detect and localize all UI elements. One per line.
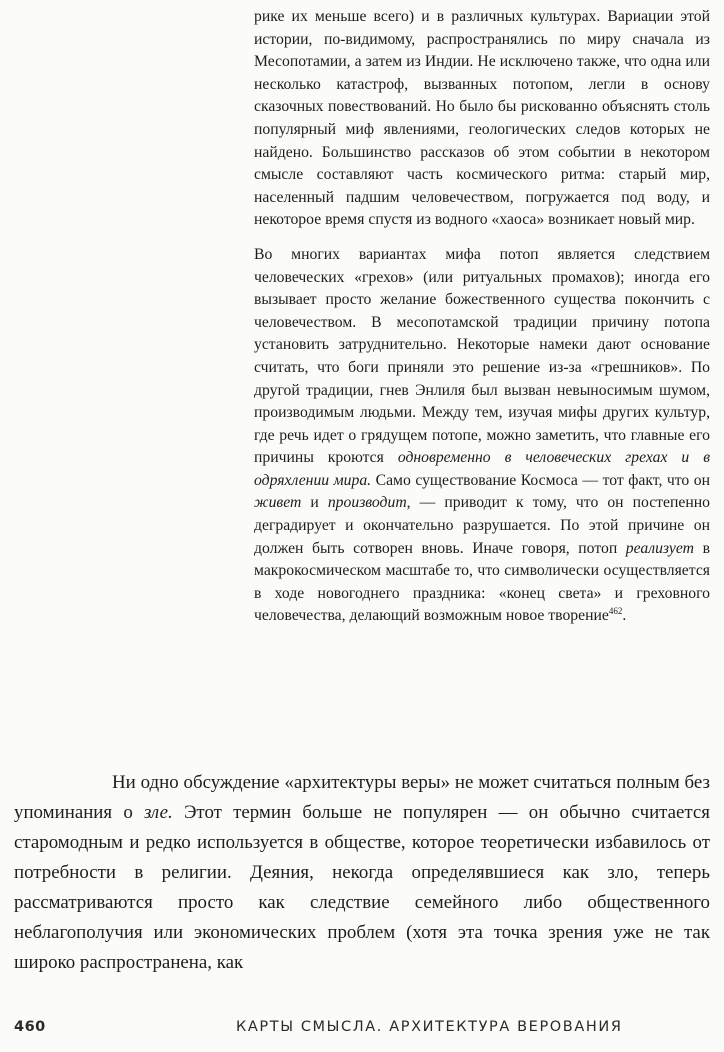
- quote-text: Само существование Космоса — тот факт, что он: [371, 471, 711, 489]
- emphasis-text: одновременно в человеческих грехах и в одряхлении мира.: [254, 449, 711, 489]
- block-quote: [254, 6, 710, 628]
- quote-text: , — приводит к тому, что он постепенно деградирует и окончательно разрушается. По этой причине он должен быть сотворен вновь. Иначе говоря, потоп: [254, 494, 710, 557]
- emphasis-text: реализует: [625, 539, 694, 557]
- body-text-run: Этот термин больше не популярен — он обычно считается старомодным и редко используется в обществе, которое теоретически избавилось от потребности в религии. Деяния, некогда определявшиеся как зло, теперь рассматриваются просто как следствие семейного либо общественного неблагополучия или экономических проблем (хотя эта точка зрения уже не так широко распространена, как: [14, 802, 710, 973]
- quote-text: и: [301, 494, 328, 512]
- quote-text: Во многих вариантах мифа потоп является следствием человеческих «грехов» (или ритуальных промахов); иногда его вызывает просто желание божественного существа покончить с человечеством. В месопотамской традиции причину потопа установить затруднительно. Некоторые намеки дают основание считать, что боги приняли это решение из-за «грешников». По другой традиции, гнев Энлиля был вызван невыносимым шумом, производимым людьми. Между тем, изучая мифы других культур, где речь идет о грядущем потопе, можно заметить, что главные его причины кроются: [254, 245, 710, 467]
- page-number: 460: [14, 1019, 46, 1035]
- body-text-run: Ни одно обсуждение «архитектуры веры» не может считаться полным без упоминания о: [14, 772, 710, 823]
- quote-paragraph-1: рике их меньше всего) и в различных культурах. Вариации этой истории, по-видимому, распространялись по миру сначала из Месопотамии, а затем из Индии. Не исключено также, что одна или несколько катастроф, вызванных потопом, легли в основу сказочных повествований. Но было бы рискованно объяснять столь популярный миф явлениями, геологических следов которых не найдено. Большинство рассказов об этом событии в некотором смысле составляют часть космического ритма: старый мир, населенный падшим человечеством, погружается под воду, и некоторое время спустя из водного «хаоса» возникает новый мир.: [254, 8, 710, 229]
- footnote-reference[interactable]: 462: [608, 606, 623, 617]
- body-text: [14, 768, 710, 978]
- quote-text: .: [622, 607, 627, 625]
- emphasis-text: производит: [327, 494, 407, 512]
- emphasis-text: зле.: [144, 802, 173, 823]
- emphasis-text: живет: [254, 494, 302, 512]
- quote-paragraph-2: [254, 244, 710, 628]
- body-paragraph: [14, 768, 710, 978]
- running-title: КАРТЫ СМЫСЛА. АРХИТЕКТУРА ВЕРОВАНИЯ: [236, 1019, 623, 1035]
- page-footer: [14, 1019, 710, 1043]
- quote-text: в макрокосмическом масштабе то, что символически осуществляется в ходе новогоднего праздника: «конец света» и греховного человечества, делающий возможным новое творение: [254, 539, 710, 625]
